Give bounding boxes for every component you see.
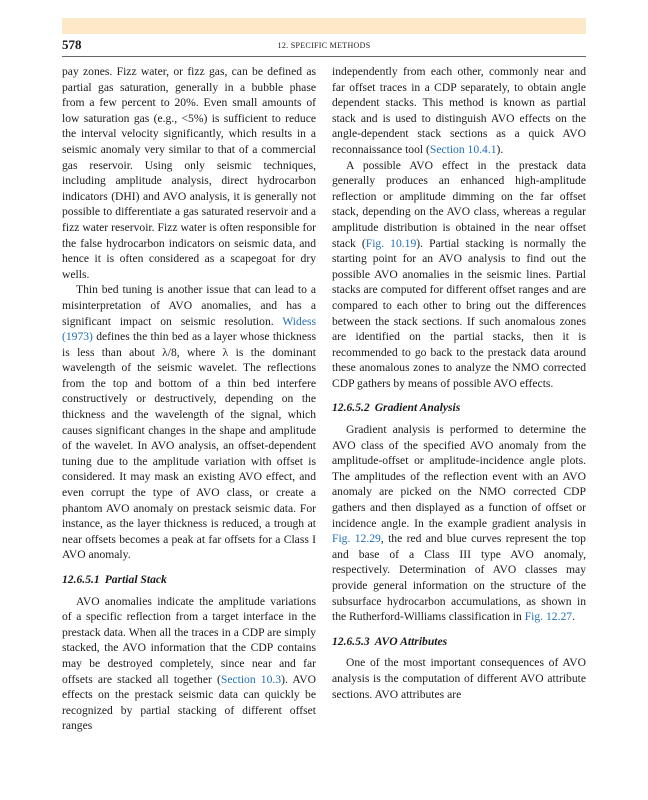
section-link[interactable]: Section 10.4.1 xyxy=(429,142,497,156)
paragraph: Gradient analysis is performed to determine the AVO class of the specified AVO anomaly from the amplitude-offset or amplitude-incidence angle plots. The amplitudes of the reflection event with an AVO anomaly are picked on the NMO corrected CDP gathers and then displayed as a function of offset or incidence angle. In the example gradient analysis in Fig. 12.29, the red and blue curves represent the top and base of a Class III type AVO anomaly, respectively. Determination of AVO classes may provide general information on the structure of the subsurface hydrocarbon accumulations, as shown in the Rutherford-Williams classification in Fig. 12.27. xyxy=(332,423,586,624)
section-heading: 12.6.5.2 Gradient Analysis xyxy=(332,401,461,415)
section-link[interactable]: Section 10.3 xyxy=(220,672,282,686)
paragraph: One of the most important consequences of AVO analysis is the computation of different AVO attribute sections. AVO attributes are xyxy=(332,656,586,701)
paragraph: independently from each other, commonly near and far offset traces in a CDP separately, to obtain angle dependent stacks. This method is known as partial stack and is used to distinguish AVO effects on the angle-dependent stack sections as a quick AVO reconnaissance tool (Section 10.4.1). xyxy=(332,65,586,156)
figure-link[interactable]: Fig. 12.27 xyxy=(524,610,573,624)
paragraph: A possible AVO effect in the prestack data generally produces an enhanced high-amplitude reflection or amplitude dimming on the far offset stack, depending on the AVO class, whereas a regular amplitude distribution is obtained in the near offset stack (Fig. 10.19). Partial stacking is normally the starting point for an AVO analysis to find out the possible AVO anomalies in the seismic lines. Partial stacks are computed for different offset ranges and are compared to each other to bring out the differences between the stack sections. If such anomalous zones are identified on the partial stacks, then it is recommended to go back to the prestack data around these anomalous zones to analyze the NMO corrected CDP gathers by means of possible AVO effects. xyxy=(332,158,586,390)
header-rule xyxy=(62,56,586,57)
header-color-band xyxy=(62,18,586,34)
running-head: 12. SPECIFIC METHODS xyxy=(277,41,371,50)
paragraph: pay zones. Fizz water, or fizz gas, can be defined as partial gas saturation, generally in a bubble phase from a few percent to 20%. Even small amounts of low saturation gas (e.g., <5%) is sufficient to reduce the interval velocity significantly, which results in a seismic anomaly very similar to that of a commercial gas reservoir. Using only seismic techniques, including amplitude analysis, direct hydrocarbon indicators (DHI) and AVO analysis, it is generally not possible to differentiate a gas saturated reservoir and a fizz water reservoir. Fizz water is often responsible for the false hydrocarbon indicators on seismic data, and hence it is often considered as a scapegoat for dry wells. xyxy=(62,65,316,281)
figure-link[interactable]: Fig. 12.29 xyxy=(332,532,381,546)
left-column xyxy=(62,64,316,734)
figure-link[interactable]: Fig. 10.19 xyxy=(365,236,417,250)
paragraph: Thin bed tuning is another issue that can lead to a misinterpretation of AVO anomalies, and has a significant impact on seismic resolution. Widess (1973) defines the thin bed as a layer whose thickness is less than about λ/8, where λ is the dominant wavelength of the seismic wavelet. The reflections from the top and bottom of a thin bed interfere constructively or destructively, depending on the thickness and the wavelength of the signal, which causes significant changes in the shape and amplitude of the wavelet. In AVO analysis, an offset-dependent tuning due to the amplitude variation with offset is considered. It may mask an existing AVO effect, and even corrupt the type of AVO class, or create a phantom AVO anomaly on prestack seismic data. For instance, as the layer thickness is reduced, a trough at near offsets becomes a peak at far offsets for a Class I AVO anomaly. xyxy=(62,283,316,562)
right-column xyxy=(332,64,586,702)
section-heading: 12.6.5.1 Partial Stack xyxy=(62,573,167,586)
section-heading: 12.6.5.3 AVO Attributes xyxy=(332,634,448,648)
paragraph: AVO anomalies indicate the amplitude variations of a specific reflection from a target interface in the prestack data. When all the traces in a CDP are simply stacked, the AVO information that the CDP contains may be destroyed completely, since near and far offsets are stacked all together (Section 10.3). AVO effects on the prestack seismic data can quickly be recognized by partial stacking of different offset ranges xyxy=(62,594,317,733)
page-number: 578 xyxy=(62,37,82,52)
citation-link[interactable]: Widess (1973) xyxy=(62,314,316,344)
